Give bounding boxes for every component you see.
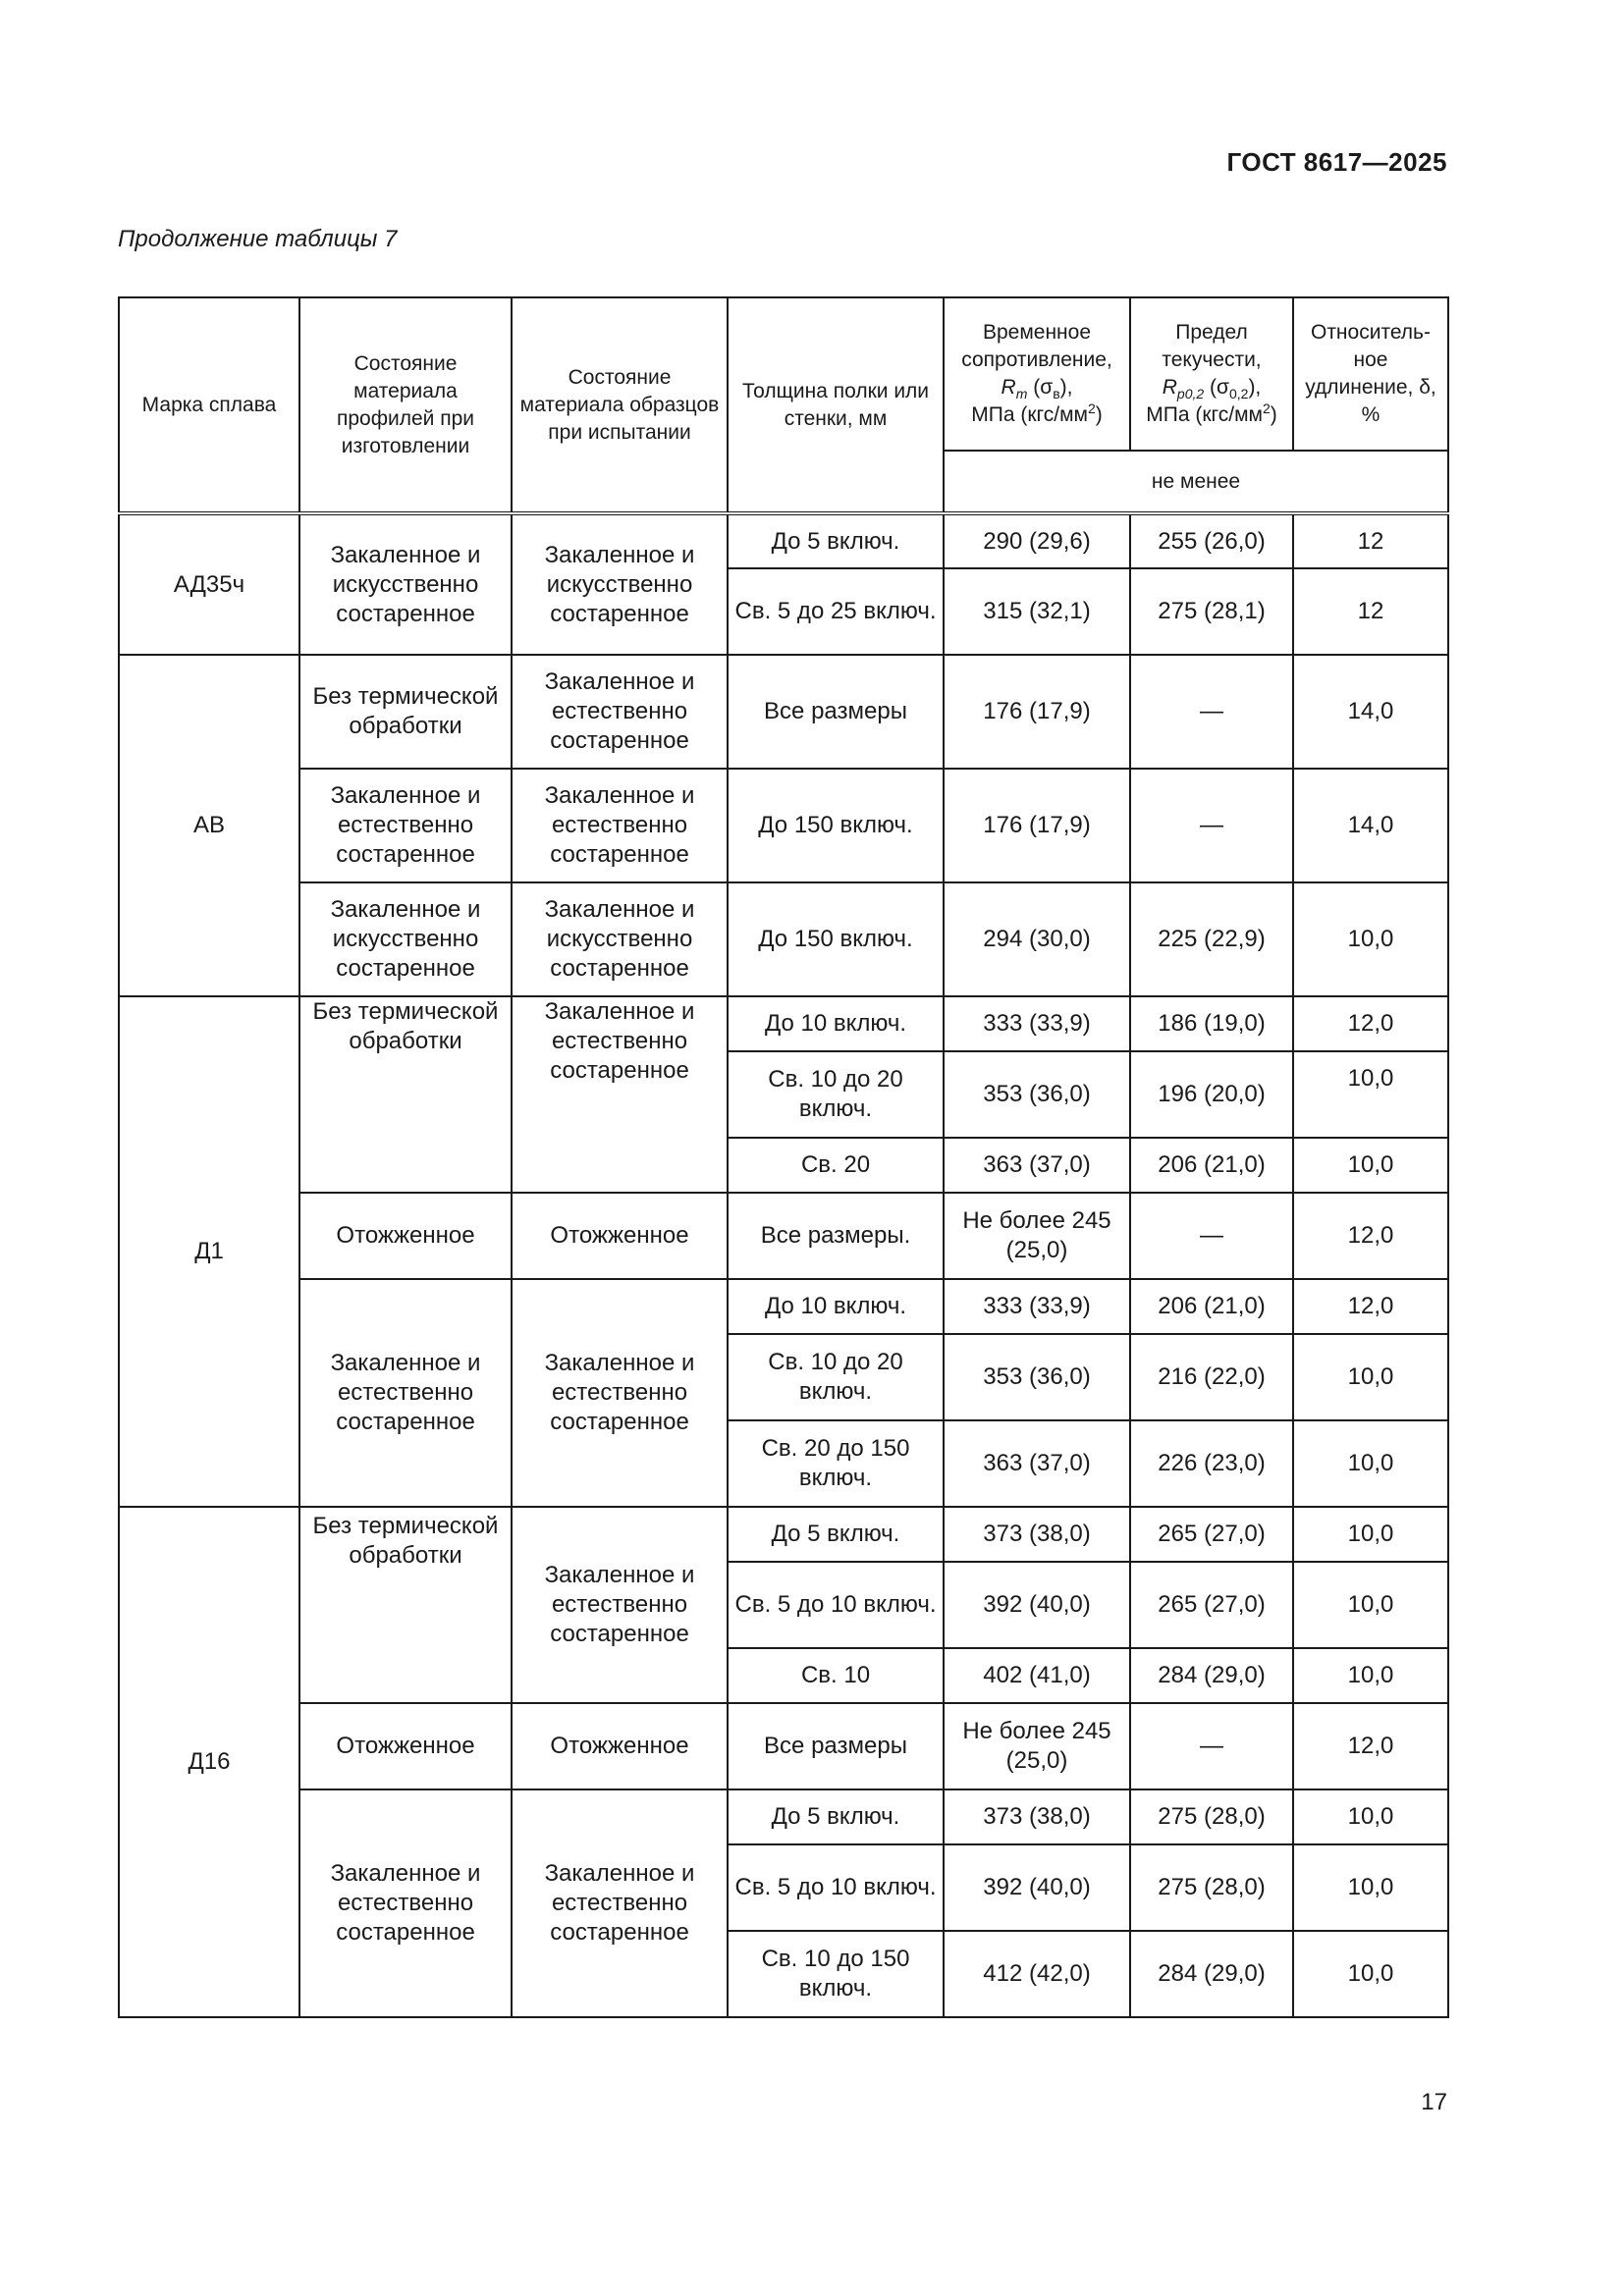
thickness-cell: Св. 10 до 20 включ. — [728, 1051, 944, 1138]
thickness-cell: Все размеры. — [728, 1193, 944, 1279]
tensile-value: 363 (37,0) — [944, 1420, 1130, 1507]
elongation-value: 14,0 — [1293, 769, 1448, 882]
yield-paren-close: ), — [1248, 376, 1262, 399]
thickness-cell: До 10 включ. — [728, 1279, 944, 1334]
thickness-cell: До 5 включ. — [728, 1507, 944, 1562]
tensile-unit-close: ) — [1095, 403, 1103, 426]
tensile-paren-close: ), — [1059, 376, 1073, 399]
col-header-yield-strength — [1130, 297, 1293, 451]
grade-cell: Д16 — [119, 1507, 299, 2017]
thickness-cell: Св. 10 — [728, 1648, 944, 1703]
thickness-cell: Св. 5 до 10 включ. — [728, 1844, 944, 1931]
elongation-value: 10,0 — [1293, 1789, 1448, 1844]
state-manufacture-cell: Без термической обработки — [299, 1507, 512, 1703]
thickness-cell: До 150 включ. — [728, 769, 944, 882]
tensile-value: 294 (30,0) — [944, 882, 1130, 996]
tensile-value: 315 (32,1) — [944, 568, 1130, 655]
table-row — [119, 1703, 1448, 1789]
state-test-cell: Отожженное — [512, 1193, 728, 1279]
elongation-value: 12,0 — [1293, 1193, 1448, 1279]
yield-value: 206 (21,0) — [1130, 1279, 1293, 1334]
yield-value: — — [1130, 1193, 1293, 1279]
thickness-cell: Св. 20 — [728, 1138, 944, 1193]
col-header-state-test: Состояние материала образцов при испытании — [512, 297, 728, 513]
state-test-cell: Закаленное и естественно состаренное — [512, 1789, 728, 2017]
yield-value: 275 (28,0) — [1130, 1789, 1293, 1844]
yield-unit-sup: 2 — [1262, 400, 1271, 416]
thickness-cell: До 10 включ. — [728, 996, 944, 1051]
elongation-value: 12 — [1293, 568, 1448, 655]
thickness-cell: До 5 включ. — [728, 513, 944, 568]
yield-value: 225 (22,9) — [1130, 882, 1293, 996]
tensile-symbol-sub: m — [1015, 386, 1028, 402]
state-manufacture-cell: Отожженное — [299, 1193, 512, 1279]
tensile-value: 392 (40,0) — [944, 1844, 1130, 1931]
elongation-value: 10,0 — [1293, 1562, 1448, 1648]
yield-paren-sub: 0,2 — [1228, 386, 1249, 402]
tensile-value: 412 (42,0) — [944, 1931, 1130, 2017]
yield-value: 216 (22,0) — [1130, 1334, 1293, 1420]
table-row — [119, 1789, 1448, 1844]
state-test-cell: Отожженное — [512, 1703, 728, 1789]
yield-value: 284 (29,0) — [1130, 1648, 1293, 1703]
yield-value: 265 (27,0) — [1130, 1562, 1293, 1648]
yield-value: 196 (20,0) — [1130, 1051, 1293, 1138]
elongation-value: 10,0 — [1293, 1931, 1448, 2017]
yield-value: — — [1130, 655, 1293, 769]
col-header-grade: Марка сплава — [119, 297, 299, 513]
tensile-unit-sup: 2 — [1087, 400, 1096, 416]
elongation-value: 14,0 — [1293, 655, 1448, 769]
yield-value: 275 (28,1) — [1130, 568, 1293, 655]
page-number: 17 — [1421, 2089, 1447, 2115]
state-manufacture-cell: Закаленное и искусственно состаренное — [299, 513, 512, 655]
col-header-thickness: Толщина полки или стенки, мм — [728, 297, 944, 513]
state-test-cell: Закаленное и естественно состаренное — [512, 1279, 728, 1507]
thickness-cell: Все размеры — [728, 1703, 944, 1789]
tensile-value: 402 (41,0) — [944, 1648, 1130, 1703]
table-row — [119, 513, 1448, 568]
yield-unit: МПа (кгс/мм — [1146, 403, 1263, 426]
elongation-value: 12,0 — [1293, 996, 1448, 1051]
tensile-value: 176 (17,9) — [944, 769, 1130, 882]
grade-cell: Д1 — [119, 996, 299, 1507]
tensile-value: 353 (36,0) — [944, 1051, 1130, 1138]
thickness-cell: До 5 включ. — [728, 1789, 944, 1844]
tensile-value: Не более 245 (25,0) — [944, 1193, 1130, 1279]
yield-value: 186 (19,0) — [1130, 996, 1293, 1051]
tensile-value: 176 (17,9) — [944, 655, 1130, 769]
elongation-value: 10,0 — [1293, 1334, 1448, 1420]
yield-symbol: R — [1162, 376, 1177, 399]
state-test-cell: Закаленное и искусственно состаренное — [512, 882, 728, 996]
state-manufacture-cell: Закаленное и естественно состаренное — [299, 769, 512, 882]
state-manufacture-cell: Закаленное и естественно состаренное — [299, 1789, 512, 2017]
table-row — [119, 769, 1448, 882]
elongation-value: 12 — [1293, 513, 1448, 568]
elongation-value: 10,0 — [1293, 1420, 1448, 1507]
tensile-value: 392 (40,0) — [944, 1562, 1130, 1648]
yield-value: 265 (27,0) — [1130, 1507, 1293, 1562]
header-row — [119, 297, 1448, 451]
thickness-cell: Св. 10 до 20 включ. — [728, 1334, 944, 1420]
elongation-value: 10,0 — [1293, 1648, 1448, 1703]
elongation-value: 12,0 — [1293, 1703, 1448, 1789]
tensile-value: 353 (36,0) — [944, 1334, 1130, 1420]
elongation-value: 10,0 — [1293, 882, 1448, 996]
thickness-cell: Св. 10 до 150 включ. — [728, 1931, 944, 2017]
state-manufacture-cell: Закаленное и искусственно состаренное — [299, 882, 512, 996]
yield-value: 255 (26,0) — [1130, 513, 1293, 568]
yield-value: 206 (21,0) — [1130, 1138, 1293, 1193]
state-manufacture-cell: Без термической обработки — [299, 655, 512, 769]
tensile-value: 373 (38,0) — [944, 1789, 1130, 1844]
yield-unit-close: ) — [1270, 403, 1277, 426]
col-header-state-manufacture: Состояние материала профилей при изготовлении — [299, 297, 512, 513]
elongation-value: 10,0 — [1293, 1844, 1448, 1931]
yield-value: 275 (28,0) — [1130, 1844, 1293, 1931]
thickness-cell: Все размеры — [728, 655, 944, 769]
yield-symbol-sub: p0,2 — [1176, 386, 1205, 402]
state-test-cell: Закаленное и естественно состаренное — [512, 1507, 728, 1703]
tensile-unit: МПа (кгс/мм — [971, 403, 1088, 426]
state-test-cell: Закаленное и искусственно состаренное — [512, 513, 728, 655]
tensile-value: 333 (33,9) — [944, 1279, 1130, 1334]
yield-value: — — [1130, 1703, 1293, 1789]
elongation-value: 10,0 — [1293, 1138, 1448, 1193]
tensile-value: Не более 245 (25,0) — [944, 1703, 1130, 1789]
state-test-cell: Закаленное и естественно состаренное — [512, 769, 728, 882]
tensile-value: 373 (38,0) — [944, 1507, 1130, 1562]
elongation-value: 10,0 — [1293, 1051, 1448, 1138]
thickness-cell: Св. 20 до 150 включ. — [728, 1420, 944, 1507]
yield-value: — — [1130, 769, 1293, 882]
tensile-value: 290 (29,6) — [944, 513, 1130, 568]
yield-value: 226 (23,0) — [1130, 1420, 1293, 1507]
state-manufacture-cell: Закаленное и естественно состаренное — [299, 1279, 512, 1507]
table-row — [119, 1193, 1448, 1279]
grade-cell: АВ — [119, 655, 299, 996]
table-row — [119, 882, 1448, 996]
state-test-cell: Закаленное и естественно состаренное — [512, 655, 728, 769]
table-caption: Продолжение таблицы 7 — [118, 226, 398, 252]
thickness-cell: До 150 включ. — [728, 882, 944, 996]
yield-value: 284 (29,0) — [1130, 1931, 1293, 2017]
col-header-min-note: не менее — [944, 451, 1448, 513]
tensile-label: Временное сопротивление, — [961, 321, 1112, 371]
table-row — [119, 655, 1448, 769]
state-test-cell: Закаленное и естественно состаренное — [512, 996, 728, 1193]
properties-table — [118, 296, 1449, 2018]
elongation-value: 10,0 — [1293, 1507, 1448, 1562]
elongation-value: 12,0 — [1293, 1279, 1448, 1334]
table-row — [119, 1507, 1448, 1562]
tensile-value: 333 (33,9) — [944, 996, 1130, 1051]
tensile-value: 363 (37,0) — [944, 1138, 1130, 1193]
tensile-paren: (σ — [1033, 376, 1054, 399]
grade-cell: АД35ч — [119, 513, 299, 655]
yield-label: Предел текучести, — [1162, 321, 1262, 371]
state-manufacture-cell: Без термической обработки — [299, 996, 512, 1193]
tensile-paren-sub: в — [1053, 386, 1060, 402]
thickness-cell: Св. 5 до 25 включ. — [728, 568, 944, 655]
thickness-cell: Св. 5 до 10 включ. — [728, 1562, 944, 1648]
tensile-symbol: R — [1001, 376, 1016, 399]
col-header-elongation: Относитель-ное удлинение, δ, % — [1293, 297, 1448, 451]
table-row — [119, 1279, 1448, 1334]
state-manufacture-cell: Отожженное — [299, 1703, 512, 1789]
yield-paren: (σ — [1210, 376, 1229, 399]
col-header-tensile-strength — [944, 297, 1130, 451]
document-code: ГОСТ 8617—2025 — [1226, 147, 1447, 177]
table-row — [119, 996, 1448, 1051]
